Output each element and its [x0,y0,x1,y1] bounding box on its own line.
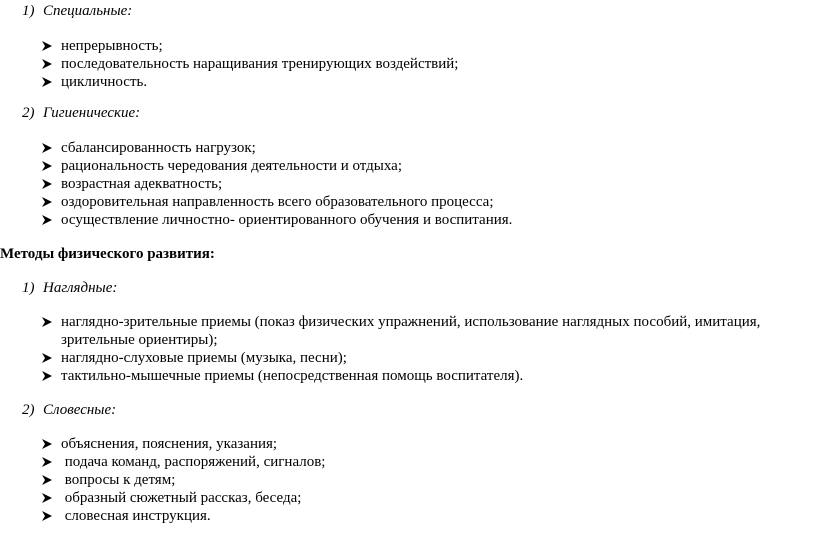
section-number: 1) [22,3,35,19]
arrow-bullet-icon [40,453,54,471]
arrow-bullet-icon [40,73,54,91]
section-title: Гигиенические: [43,105,141,121]
arrow-bullet-icon [40,367,54,385]
methods-heading: Методы физического развития: [0,246,215,262]
arrow-bullet-icon [40,193,54,211]
arrow-bullet-icon [40,157,54,175]
section-1-header [22,2,132,20]
section-2-header [22,104,140,122]
section-title: Специальные: [43,3,133,19]
method-2-header [22,401,116,419]
document-page: 1) Специальные: непрерывность; последовательность наращивания тренирующих воздействий; цикличность. 2) Гигиенические: сбалансированность нагрузок; рациональность чередования деятельности и отдыха; возрастная адекватность; оздоровительная направленность всего образовательного процесса; осуществление личностно- ориентированного обучения и воспитания. Методы физического развития: 1) Наглядные: наглядно-зрительные приемы (показ физических упражнений, использование наглядных пособий, имитация, зрительные ориентиры); наглядно-слуховые приемы (музыка, песни); тактильно-мышечные приемы (непосредственная помощь воспитателя). 2) Словесные: объяснения, пояснения, указания; подача команд, распоряжений, сигналов; вопросы к детям; образный сюжетный рассказ, беседа; словесная инструкция. [0,3,761,524]
arrow-bullet-icon [40,211,54,229]
arrow-bullet-icon [40,349,54,367]
arrow-bullet-icon [40,313,54,331]
section-number: 2) [22,105,35,121]
section-title: Словесные: [43,402,117,418]
section-number: 1) [22,280,35,296]
arrow-bullet-icon [40,435,54,453]
section-number: 2) [22,402,35,418]
arrow-bullet-icon [40,37,54,55]
arrow-bullet-icon [40,507,54,525]
arrow-bullet-icon [40,139,54,157]
arrow-bullet-icon [40,471,54,489]
arrow-bullet-icon [40,489,54,507]
section-title: Наглядные: [43,280,118,296]
method-1-header [22,279,117,297]
arrow-bullet-icon [40,55,54,73]
arrow-bullet-icon [40,175,54,193]
